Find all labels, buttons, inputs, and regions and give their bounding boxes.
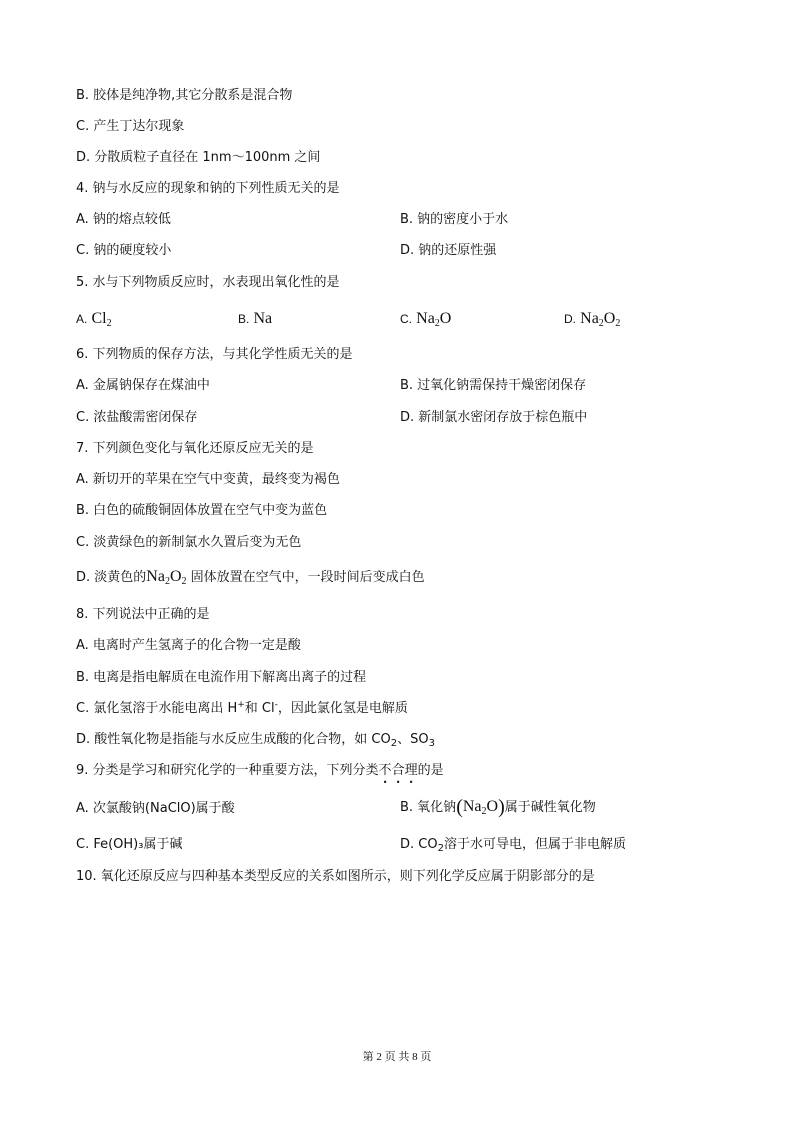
q8-option-b: B. 电离是指电解质在电流作用下解离出离子的过程 <box>76 670 367 685</box>
q4-stem: 4. 钠与水反应的现象和钠的下列性质无关的是 <box>76 181 340 196</box>
q5-option-a-formula: $Cl_2$ <box>91 310 112 329</box>
q7-option-c: C. 淡黄绿色的新制氯水久置后变为无色 <box>76 535 302 550</box>
q5-option-a-label: A. <box>76 312 88 326</box>
q5-option-a <box>76 309 112 330</box>
q5-option-b-formula: Na <box>253 310 273 327</box>
q8-stem: 8. 下列说法中正确的是 <box>76 607 210 622</box>
q5-option-b-label: B. <box>238 312 250 326</box>
q3-option-d: D. 分散质粒子直径在 1nm～100nm 之间 <box>76 150 321 165</box>
q9-emphasis-char-3: 理 <box>404 763 418 778</box>
q4-option-b: B. 钠的密度小于水 <box>400 212 509 227</box>
q8-option-c: C. 氯化氢溶于水能电离出 H+和 Cl-，因此氯化氢是电解质 <box>76 700 408 716</box>
q5-option-c-label: C. <box>400 312 412 326</box>
q5-option-c-formula: $Na_2O$ <box>416 310 452 329</box>
q4-option-d: D. 钠的还原性强 <box>400 243 497 258</box>
q7-option-d-formula: $Na_2O_2$ <box>146 568 187 587</box>
q7-option-b: B. 白色的硫酸铜固体放置在空气中变为蓝色 <box>76 503 328 518</box>
q5-option-d <box>564 309 620 330</box>
q3-option-c: C. 产生丁达尔现象 <box>76 119 185 134</box>
q9-option-b-formula: $Na_2O$ <box>462 798 499 817</box>
q8-option-d: D. 酸性氧化物是指能与水反应生成酸的化合物，如 $CO_2$、$SO_3$ <box>76 732 435 749</box>
q5-option-d-formula: $Na_2O_2$ <box>580 310 621 329</box>
q7-stem: 7. 下列颜色变化与氧化还原反应无关的是 <box>76 441 314 456</box>
q9-option-d: D. $CO_2$溶于水可导电，但属于非电解质 <box>400 837 626 854</box>
q9-option-b: B. 氧化钠$(Na_2O)$属于碱性氧化物 <box>400 796 596 818</box>
q10-stem: 10. 氧化还原反应与四种基本类型反应的关系如图所示，则下列化学反应属于阴影部分的是 <box>76 869 595 884</box>
q5-option-c <box>400 309 451 330</box>
q9-option-c: C. Fe(OH)₃属于碱 <box>76 837 183 852</box>
q5-option-b <box>238 309 272 330</box>
q5-option-d-label: D. <box>564 312 576 326</box>
q9-emphasis-char-2: 合 <box>391 763 405 778</box>
page-footer: 第 2 页 共 8 页 <box>362 1051 432 1063</box>
q7-option-a: A. 新切开的苹果在空气中变黄，最终变为褐色 <box>76 472 340 487</box>
q4-option-a: A. 钠的熔点较低 <box>76 212 171 227</box>
q6-stem: 6. 下列物质的保存方法，与其化学性质无关的是 <box>76 347 353 362</box>
q6-option-c: C. 浓盐酸需密闭保存 <box>76 410 198 425</box>
q4-option-c: C. 钠的硬度较小 <box>76 243 172 258</box>
q8-option-a: A. 电离时产生氢离子的化合物一定是酸 <box>76 638 301 653</box>
q6-option-a: A. 金属钠保存在煤油中 <box>76 378 210 393</box>
q9-option-a: A. 次氯酸钠(NaClO)属于酸 <box>76 801 235 816</box>
q9-emphasis-char-1: 不 <box>378 763 392 778</box>
q7-option-d: D. 淡黄色的$Na_2O_2$ 固体放置在空气中，一段时间后变成白色 <box>76 568 425 587</box>
q6-option-d: D. 新制氯水密闭存放于棕色瓶中 <box>400 410 588 425</box>
q5-stem: 5. 水与下列物质反应时，水表现出氧化性的是 <box>76 275 340 290</box>
q6-option-b: B. 过氧化钠需保持干燥密闭保存 <box>400 378 587 393</box>
q9-stem: 9. 分类是学习和研究化学的一种重要方法，下列分类不合理的是 <box>76 763 444 778</box>
q3-option-b: B. 胶体是纯净物,其它分散系是混合物 <box>76 88 293 103</box>
